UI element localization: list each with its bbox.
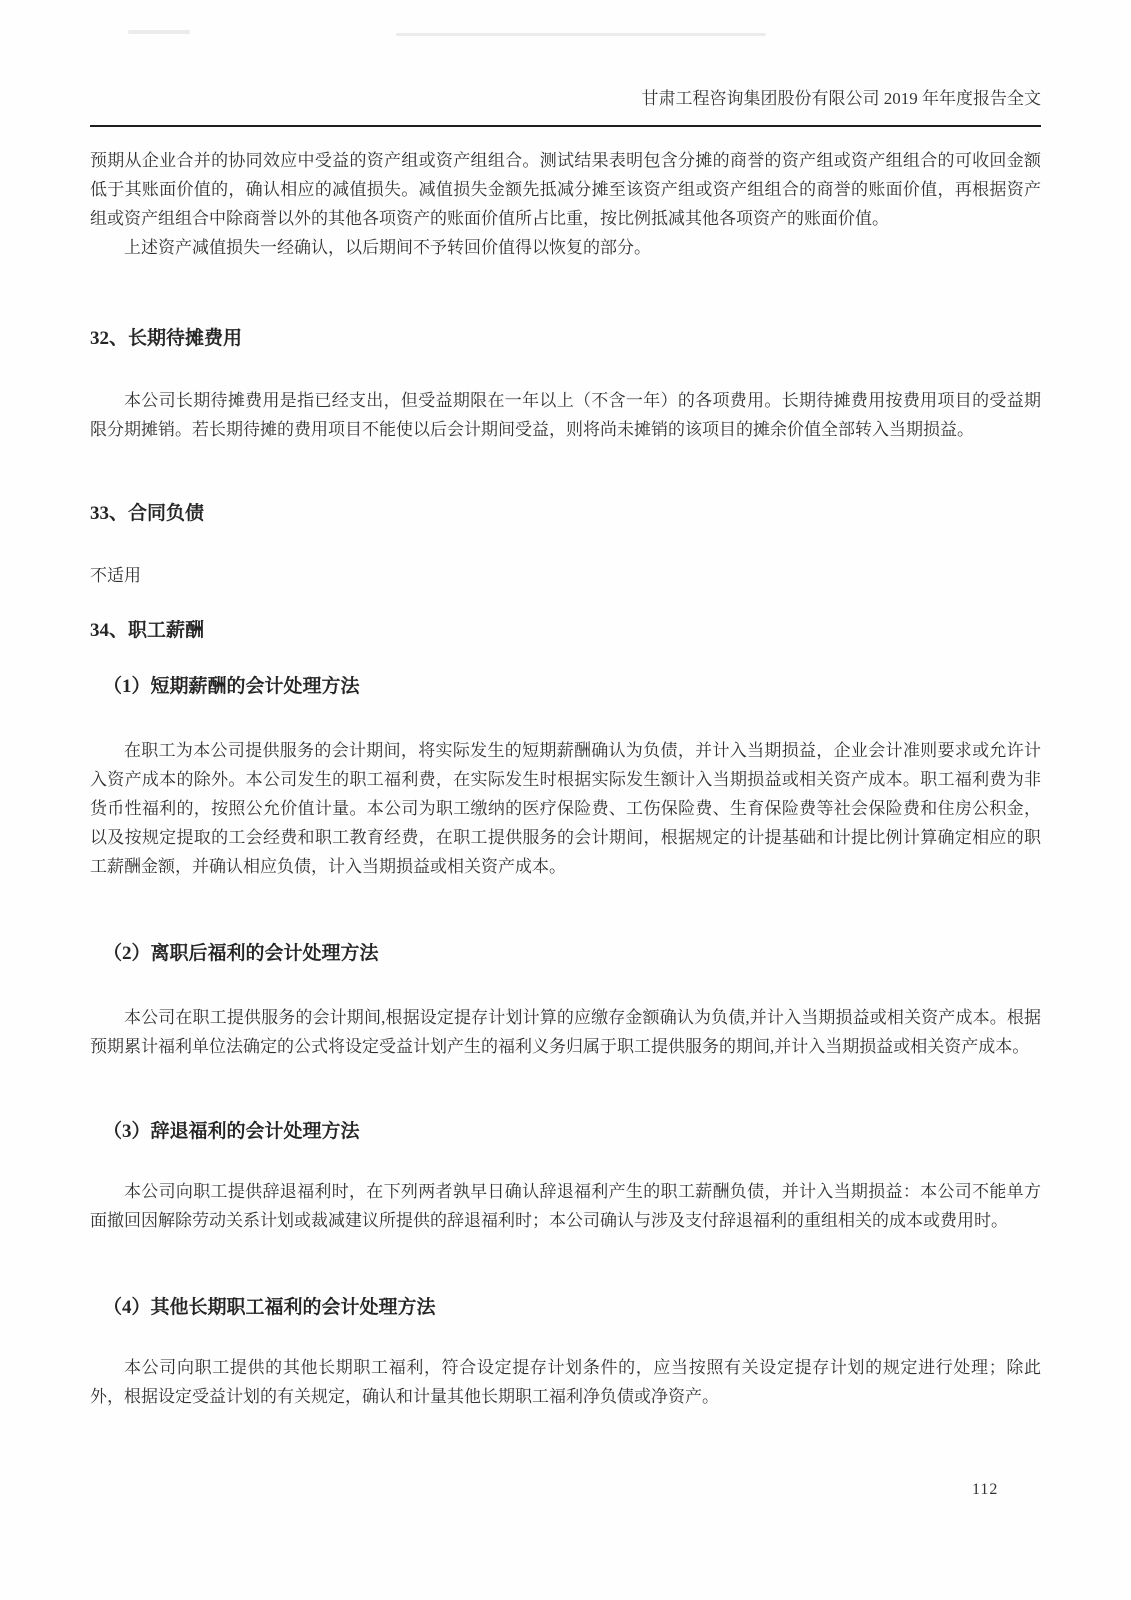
section-32-title: 32、长期待摊费用 (90, 328, 243, 349)
subsection-4-paragraph: 本公司向职工提供的其他长期职工福利，符合设定提存计划条件的，应当按照有关设定提存计划的规定进行处理；除此外，根据设定受益计划的有关规定，确认和计量其他长期职工福利净负债或净资产。 (90, 1358, 1041, 1406)
section-33-title: 33、合同负债 (90, 503, 205, 524)
section-33-paragraph: 不适用 (90, 566, 141, 585)
goodwill-impairment-paragraph: 预期从企业合并的协同效应中受益的资产组或资产组组合。测试结果表明包含分摊的商誉的资产组或资产组组合的可收回金额低于其账面价值的，确认相应的减值损失。减值损失金额先抵减分摊至该资产组或资产组组合的商誉的账面价值，再根据资产组或资产组组合中除商誉以外的其他各项资产的账面价值所占比重，按比例抵减其他各项资产的账面价值。 (90, 151, 1041, 228)
impairment-reversal-paragraph: 上述资产减值损失一经确认，以后期间不予转回价值得以恢复的部分。 (124, 238, 651, 257)
page-number: 112 (972, 1481, 999, 1498)
section-32-paragraph: 本公司长期待摊费用是指已经支出，但受益期限在一年以上（不含一年）的各项费用。长期待摊费用按费用项目的受益期限分期摊销。若长期待摊的费用项目不能使以后会计期间受益，则将尚未摊销的该项目的摊余价值全部转入当期损益。 (90, 391, 1041, 439)
running-header: 甘肃工程咨询集团股份有限公司 2019 年年度报告全文 (641, 89, 1041, 108)
page-content (90, 0, 1041, 1411)
subsection-4-title: （4）其他长期职工福利的会计处理方法 (103, 1297, 436, 1318)
subsection-1-title: （1）短期薪酬的会计处理方法 (103, 676, 360, 697)
subsection-2-title: （2）离职后福利的会计处理方法 (103, 943, 379, 964)
subsection-3-title: （3）辞退福利的会计处理方法 (103, 1121, 360, 1142)
subsection-3-paragraph: 本公司向职工提供辞退福利时，在下列两者孰早日确认辞退福利产生的职工薪酬负债，并计入当期损益：本公司不能单方面撤回因解除劳动关系计划或裁减建议所提供的辞退福利时；本公司确认与涉及支付辞退福利的重组相关的成本或费用时。 (90, 1182, 1041, 1230)
header-rule (90, 125, 1041, 127)
subsection-1-paragraph: 在职工为本公司提供服务的会计期间，将实际发生的短期薪酬确认为负债，并计入当期损益，企业会计准则要求或允许计入资产成本的除外。本公司发生的职工福利费，在实际发生时根据实际发生额计入当期损益或相关资产成本。职工福利费为非货币性福利的，按照公允价值计量。本公司为职工缴纳的医疗保险费、工伤保险费、生育保险费等社会保险费和住房公积金，以及按规定提取的工会经费和职工教育经费，在职工提供服务的会计期间，根据规定的计提基础和计提比例计算确定相应的职工薪酬金额，并确认相应负债，计入当期损益或相关资产成本。 (90, 741, 1041, 876)
subsection-2-paragraph: 本公司在职工提供服务的会计期间,根据设定提存计划计算的应缴存金额确认为负债,并计入当期损益或相关资产成本。根据预期累计福利单位法确定的公式将设定受益计划产生的福利义务归属于职工提供服务的期间,并计入当期损益或相关资产成本。 (90, 1008, 1041, 1056)
section-34-title: 34、职工薪酬 (90, 620, 205, 641)
